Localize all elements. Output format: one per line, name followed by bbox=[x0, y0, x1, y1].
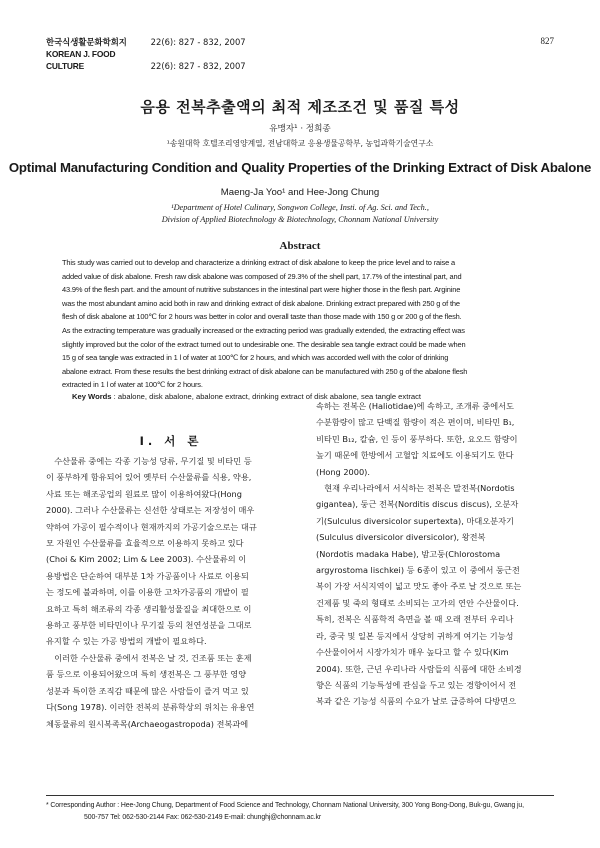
journal-citation-en: 22(6): 827 - 832, 2007 bbox=[150, 61, 246, 71]
authors-english: Maeng-Ja Yoo¹ and Hee-Jong Chung bbox=[220, 187, 380, 198]
abstract-line: abalone extract. From these results the best drinking extract of disk abalone can be manufactured with 250 g of the abalone flesh bbox=[62, 366, 468, 376]
body-line: 모 자원인 수산물류를 효율적으로 이용하지 못하고 있다 bbox=[46, 538, 244, 549]
keywords-text: : abalone, disk abalone, abalone extract, drinking extract of disk abalone, sea tangle extract bbox=[113, 392, 421, 401]
affiliation-line: Division of Applied Biotechnology & Biotechnology, Chonnam National University bbox=[161, 215, 439, 224]
body-line: 향은 식품의 기능특성에 관심을 두고 있는 경향이어서 전 bbox=[316, 679, 517, 690]
body-line: (Choi & Kim 2002; Lim & Lee 2003). 수산물류의 이 bbox=[46, 554, 247, 565]
body-line: 사료 또는 해조공업의 원료로 많이 이용하여왔다(Hong bbox=[46, 488, 242, 499]
abstract-line: flesh of disk abalone at 100℃ for 2 hours was better in color and overall taste than those made with 150 g or 200 g of the flesh. bbox=[62, 312, 462, 322]
body-line: (Nordotis madaka Habe), 밤고둥(Chlorostoma bbox=[316, 548, 501, 559]
abstract-heading: Abstract bbox=[279, 240, 321, 252]
journal-header bbox=[46, 36, 246, 72]
body-line: 건제품 및 죽의 형태로 소비되는 고가의 연안 수산물이다. bbox=[316, 597, 519, 608]
affiliation-line: ¹Department of Hotel Culinary, Songwon College, Insti. of Ag. Sci. and Tech., bbox=[171, 203, 429, 212]
abstract-line: extracted in 1 l of water at 100℃ for 2 hours. bbox=[62, 380, 203, 390]
abstract-line: slightly improved but the color of the extract turned out to undesirable one. The desirable sea tangle extract could be made when bbox=[62, 339, 466, 349]
abstract-body bbox=[62, 256, 547, 392]
body-line: 용방법은 단순하여 대부분 1차 가공품이나 사료로 이용되 bbox=[46, 570, 249, 581]
body-line: 속하는 전복은 (Haliotidae)에 속하고, 조개류 중에서도 bbox=[316, 401, 514, 411]
journal-name-ko: 한국식생활문화학회지 bbox=[46, 37, 127, 47]
body-line: 기(Sulculus diversicolor supertexta), 마대오분자기 bbox=[316, 515, 514, 526]
body-line: 특히, 전복은 식품학적 측면을 볼 때 오래 전부터 우리나 bbox=[316, 614, 514, 625]
body-line: 체동물류의 원시복족목(Archaeogastropoda) 전복과에 bbox=[46, 718, 249, 729]
body-line: 비타민 B₁₂, 칼슘, 인 등이 풍부하다. 또한, 요오드 함량이 bbox=[316, 433, 518, 444]
body-line: 성분과 특이한 조직감 때문에 많은 사람들이 즐겨 먹고 있 bbox=[46, 685, 249, 696]
body-line: 이 풍부하게 함유되어 있어 옛부터 수산물류를 식용, 약용, bbox=[46, 472, 252, 483]
body-column-right bbox=[316, 398, 554, 710]
keywords-label: Key Words bbox=[72, 392, 112, 401]
body-line: 다(Song 1978). 이러한 전복의 분류학상의 위치는 유용연 bbox=[46, 702, 255, 713]
abstract-line: added value of disk abalone. Fresh raw disk abalone was composed of 29.3% of the shell part, 17.7% of the intestinal part, and bbox=[62, 271, 462, 281]
abstract-line: 43.9% of the flesh part. and the amount of nutritive substances in the intestinal part were higher those in the flesh part. Arginine bbox=[62, 285, 461, 295]
body-line: 용하고 풍부한 비타민이나 무기질 등의 천연성분을 그대로 bbox=[46, 620, 252, 631]
body-line: 복이 가장 서식지역이 넓고 맛도 좋아 주로 날 것으로 또는 bbox=[316, 581, 522, 592]
body-line: (Hong 2000). bbox=[316, 466, 370, 477]
abstract-line: As the extracting temperature was gradually increased or the extracting period was gradually extended, the extracting effect was bbox=[62, 325, 465, 335]
body-line: 품 등으로 이용되어왔으며 특히 생전복은 그 풍부한 영양 bbox=[46, 669, 247, 680]
affiliation-korean: ¹송원대학 호텔조리영양계열, 전남대학교 응용생물공학부, 농업과학기술연구소 bbox=[166, 139, 434, 148]
abstract-line: 15 g of sea tangle was extracted in 1 l of water at 100℃ for 2 hours, and which was accorded well with the color of drinking bbox=[62, 353, 449, 363]
title-english: Optimal Manufacturing Condition and Quality Properties of the Drinking Extract of Disk Abalone bbox=[8, 160, 592, 175]
body-line: 요하고 특히 해조류의 각종 생리활성물질을 최대한으로 이 bbox=[46, 603, 252, 614]
journal-citation: 22(6): 827 - 832, 2007 bbox=[150, 37, 246, 47]
body-line: 라, 중국 및 일본 등지에서 상당히 귀하게 여기는 기능성 bbox=[316, 630, 514, 641]
section-heading-introduction: I. 서 론 bbox=[139, 434, 203, 448]
body-line: 복과 같은 기능성 식품의 수요가 날로 급증하여 다방면으 bbox=[316, 696, 517, 707]
body-line: 약하여 가공이 필수적이나 현재까지의 가공기술으로는 대규 bbox=[46, 521, 257, 532]
footnote-line: 500-757 Tel: 062-530-2144 Fax: 062-530-2149 E-mail: chunghj@chonnam.ac.kr bbox=[84, 814, 322, 821]
body-line: 수산물류 중에는 각종 기능성 당류, 무기질 및 비타민 등 bbox=[46, 456, 252, 466]
affiliation-english bbox=[0, 202, 600, 226]
abstract-line: was the most abundant amino acid both in raw and drinking extract of disk abalone. Drinking extract prepared with 250 g of the bbox=[62, 298, 460, 308]
page-number: 827 bbox=[540, 36, 554, 46]
body-column-left bbox=[46, 453, 296, 732]
body-line: 수분함량이 많고 단백질 함량이 적은 편이며, 비타민 B₁, bbox=[316, 417, 515, 428]
corresponding-author-footnote bbox=[46, 800, 554, 824]
body-line: 수산물이어서 시장가치가 매우 높다고 할 수 있다(Kim bbox=[316, 647, 509, 658]
footnote-line: * Corresponding Author : Hee-Jong Chung, Department of Food Science and Technology, Chonnam National University, 300 Yong Bong-Dong, Buk-gu, Gwang ju, bbox=[46, 802, 524, 809]
body-line: 이러한 수산물류 중에서 전복은 날 것, 건조품 또는 훈제 bbox=[46, 652, 252, 663]
body-line: 현재 우리나라에서 서식하는 전복은 말전복(Nordotis bbox=[316, 483, 515, 494]
authors-korean: 유맹자¹ · 정희종 bbox=[269, 124, 331, 134]
body-line: (Sulculus diversicolor diversicolor), 왕전복 bbox=[316, 532, 486, 543]
abstract-line: This study was carried out to develop and characterize a drinking extract of disk abalone to keep the price level and to raise a bbox=[62, 258, 455, 267]
body-line: 높기 때문에 한방에서 고혈압 치료에도 이용되기도 한다 bbox=[316, 450, 514, 461]
body-line: 2000). 그러나 수산물류는 신선한 상태로는 저장성이 매우 bbox=[46, 505, 255, 516]
journal-name-en: KOREAN J. FOOD CULTURE bbox=[46, 49, 116, 71]
title-korean: 음용 전복추출액의 최적 제조조건 및 품질 특성 bbox=[140, 98, 460, 116]
body-line: gigantea), 둥근 전복(Norditis discus discus), 오분자 bbox=[316, 499, 519, 510]
body-line: argyrostoma lischkei) 등 6종이 있고 이 중에서 둥근전 bbox=[316, 565, 520, 576]
body-line: 는 정도에 불과하며, 이를 이용한 고차가공품의 개발이 필 bbox=[46, 587, 249, 598]
body-line: 2004). 또한, 근년 우리나라 사람들의 식품에 대한 소비경 bbox=[316, 663, 522, 674]
footnote-divider bbox=[46, 795, 554, 796]
body-line: 유지할 수 있는 가공 방법의 개발이 필요하다. bbox=[46, 636, 207, 647]
